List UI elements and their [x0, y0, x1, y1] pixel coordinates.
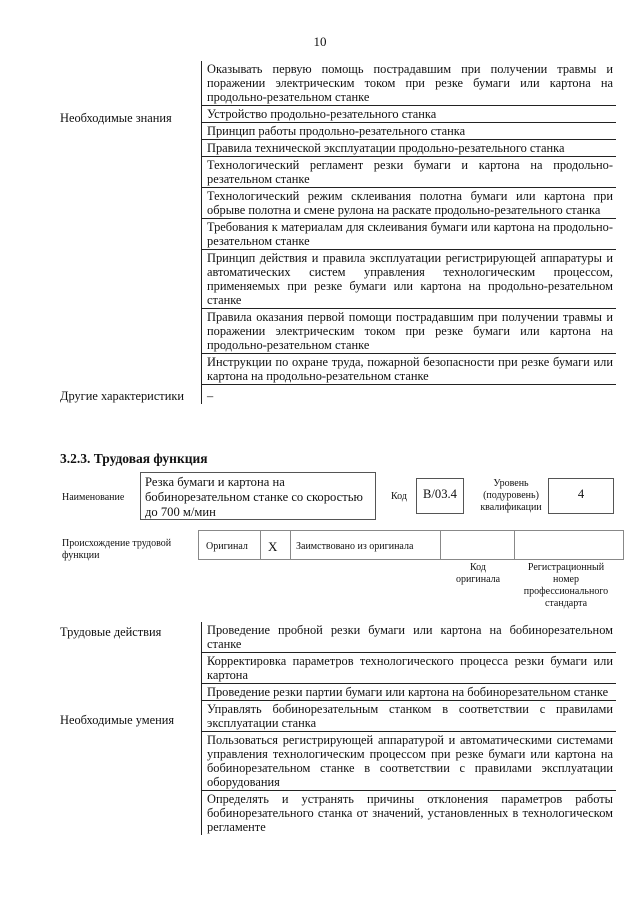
- other-label: Другие характеристики: [56, 385, 202, 405]
- other-value: –: [207, 389, 214, 403]
- reg-num-label: Регистрационный номер профессионального стандарта: [523, 562, 609, 609]
- skill-item: Определять и устранять причины отклонения параметров работы бобинорезательного станка от значений, установленных в технологическом регламенте: [207, 792, 613, 834]
- name-label: Наименование: [62, 492, 125, 503]
- actions-label: Трудовые действия: [56, 622, 202, 701]
- original-label: Оригинал: [206, 541, 248, 552]
- level-value: 4: [548, 478, 614, 514]
- knowledge-item: Технологический режим склеивания полотна бумаги или картона при обрыве полотна и смене рулона на раскате продольно-резательного станка: [202, 188, 617, 219]
- skill-item: Пользоваться регистрирующей аппаратурой и автоматическими системами управления технологическим процессом при резке бумаги или картона на бобинорезательном станке в соответствии с правилами эксплуатации оборудования: [202, 732, 617, 791]
- origin-divider: [514, 530, 515, 560]
- origin-label: Происхождение трудовой функции: [62, 538, 172, 561]
- origin-divider: [290, 530, 291, 560]
- action-item: Проведение пробной резки бумаги или картона на бобинорезательном станке: [202, 622, 617, 653]
- action-item: Проведение резки партии бумаги или картона на бобинорезательном станке: [202, 684, 617, 701]
- name-value: Резка бумаги и картона на бобинорезательном станке со скоростью до 700 м/мин: [140, 472, 376, 520]
- knowledge-item: Принцип работы продольно-резательного станка: [202, 123, 617, 140]
- level-label: Уровень (подуровень) квалификации: [480, 478, 542, 513]
- origin-divider: [440, 530, 441, 560]
- knowledge-item: Устройство продольно-резательного станка: [202, 106, 617, 123]
- actions-skills-table: [56, 622, 616, 835]
- code-orig-label: Код оригинала: [455, 562, 501, 585]
- skill-item: Управлять бобинорезательным станком в соответствии с правилами эксплуатации станка: [202, 701, 617, 732]
- knowledge-item: Оказывать первую помощь пострадавшим при получении травмы и поражении электрическим током при резке бумаги или картона на продольно-резательном станке: [202, 61, 617, 106]
- code-value: В/03.4: [416, 478, 464, 514]
- action-item: Корректировка параметров технологического процесса резки бумаги или картона: [202, 653, 617, 684]
- knowledge-item: Правила оказания первой помощи пострадавшим при получении травмы и поражении электрическим током при резке бумаги или картона на продольно-резательном станке: [202, 309, 617, 354]
- origin-divider: [260, 530, 261, 560]
- code-label: Код: [391, 491, 407, 502]
- skills-label: Необходимые умения: [56, 701, 202, 836]
- function-title: 3.2.3. Трудовая функция: [60, 451, 208, 466]
- knowledge-item: Технологический регламент резки бумаги и картона на продольно-резательном станке: [202, 157, 617, 188]
- borrowed-label: Заимствовано из оригинала: [296, 541, 414, 552]
- page-number: 10: [313, 34, 327, 49]
- original-mark: Х: [268, 539, 278, 554]
- knowledge-table: [56, 61, 616, 404]
- knowledge-item: Правила технической эксплуатации продольно-резательного станка: [202, 140, 617, 157]
- knowledge-label: Необходимые знания: [56, 61, 202, 385]
- knowledge-item: Требования к материалам для склеивания бумаги или картона на продольно-резательном станке: [202, 219, 617, 250]
- knowledge-item: Инструкции по охране труда, пожарной безопасности при резке бумаги или картона на продольно-резательном станке: [202, 354, 617, 385]
- knowledge-item: Принцип действия и правила эксплуатации регистрирующей аппаратуры и автоматических систем управления технологическим процессом, применяемых при резке бумаги или картона на продольно-резательном станке: [202, 250, 617, 309]
